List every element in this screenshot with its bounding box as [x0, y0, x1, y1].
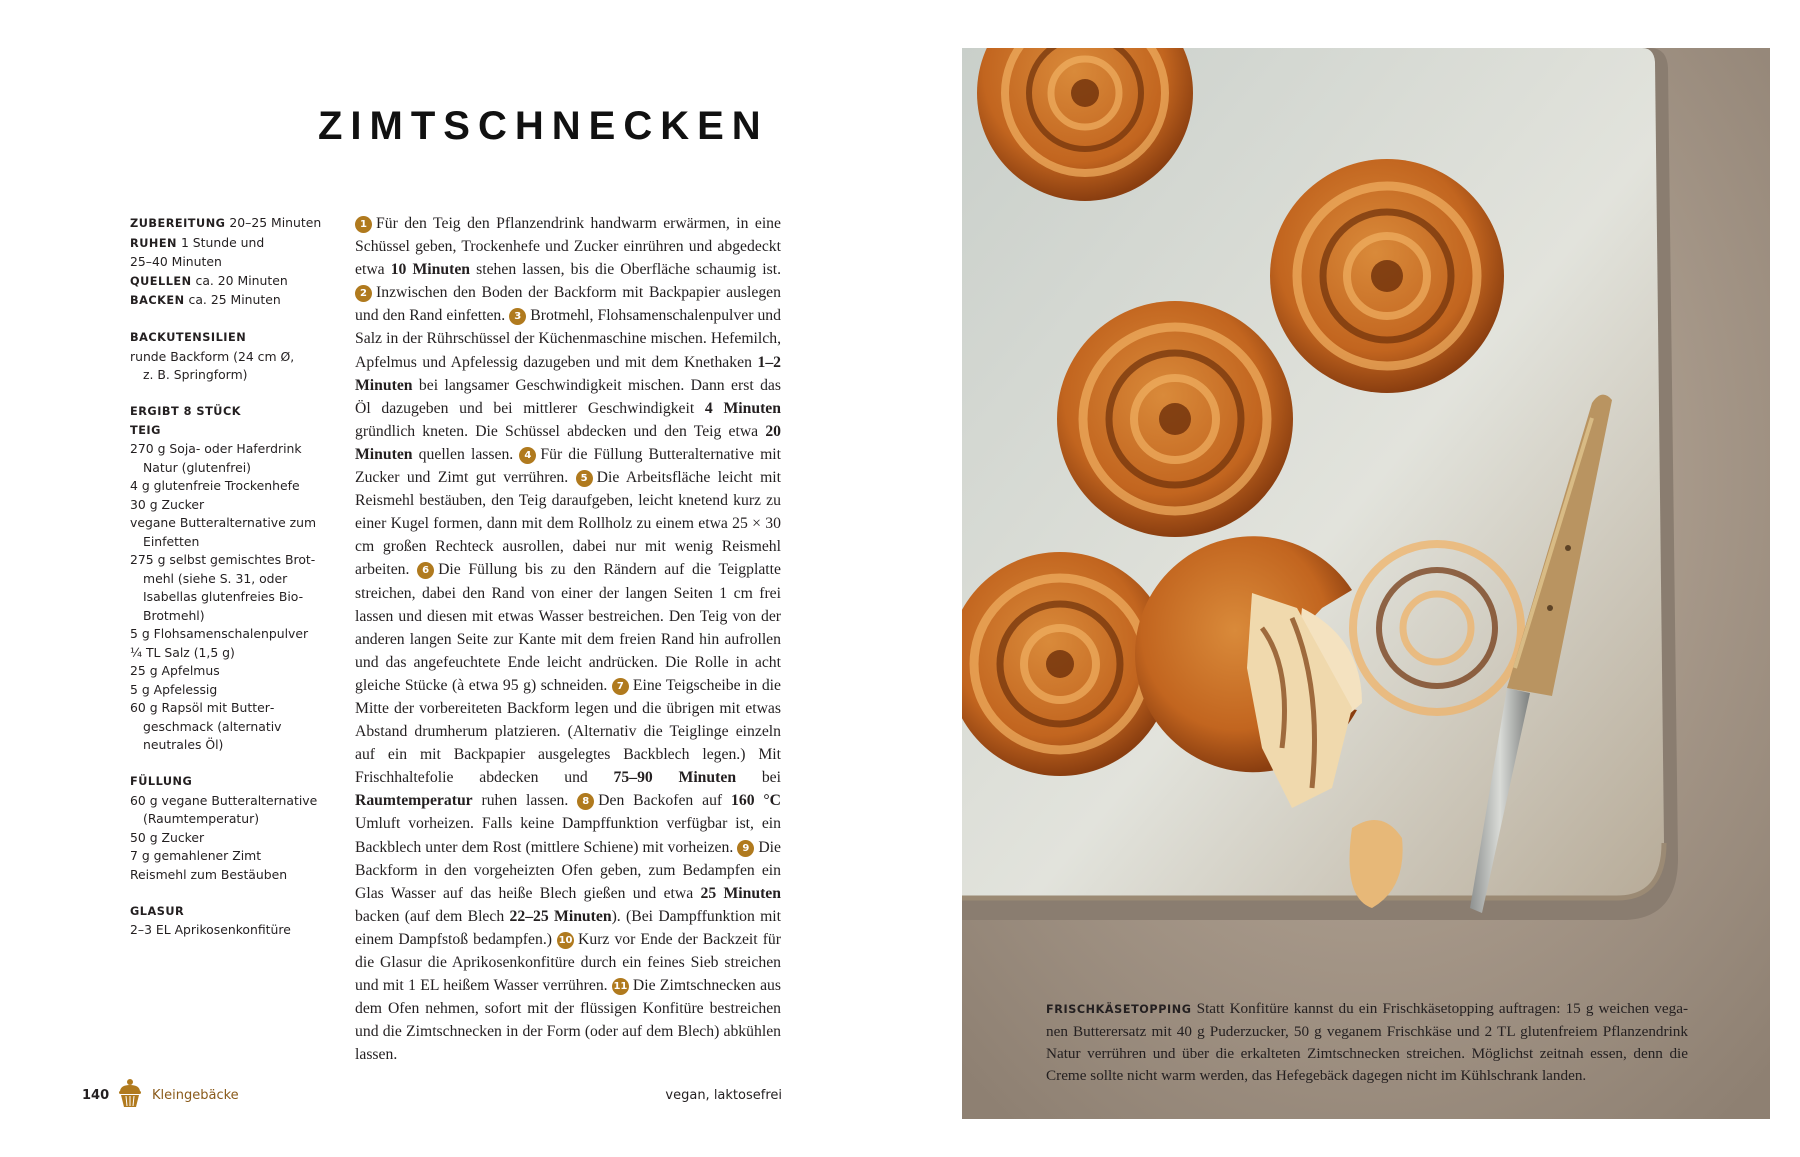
- glaze-block: [130, 903, 330, 940]
- ingredient-item: 50 g Zucker: [130, 829, 205, 845]
- ingredient-item: 7 g gemahlener Zimt: [130, 848, 262, 863]
- utensils-line: runde Backform (24 cm Ø,: [130, 348, 295, 364]
- ingredient-item: ¼ TL Salz (1,5 g): [130, 644, 235, 660]
- ingredient-item: 5 g Flohsamenschalenpulver: [130, 626, 309, 641]
- diet-tags: vegan, laktosefrei: [665, 1088, 782, 1103]
- instructions-text: 1 Für den Teig den Pflanzendrink handwarm erwärmen, in eine Schüssel geben, Trockenhefe und Zucker einrühren und abgedeckt etwa 10 Minuten stehen lassen, bis die Oberfläche schaumig ist. 2 Inzwischen den Boden der Backform mit Backpapier auslegen und den Rand einfetten. 3 Brotmehl, Flohsamenschalenpulver und Salz in der Rührschüssel der Küchenmaschine mischen. Hefemilch, Apfelmus und Apfelessig dazugeben und mit dem Knethaken 1–2 Minuten bei langsamer Geschwindigkeit mischen. Dann erst das Öl dazugeben und bei mittlerer Geschwindigkeit 4 Minuten gründlich kneten. Die Schüssel abdecken und den Teig etwa 20 Minuten quellen lassen. 4 Für die Füllung Butteralternative mit Zucker und Zimt gut verrühren. 5 Die Arbeitsfläche leicht mit Reismehl bestäuben, den Teig daraufgeben, leicht knetend kurz zu einer Kugel formen, dann mit dem Rollholz zu einem etwa 25 × 30 cm großen Rechteck ausrollen, dabei nur mit wenig Reismehl arbeiten. 6 Die Füllung bis zu den Rändern auf die Teigplatte streichen, dabei den Rand von einer der langen Seiten 1 cm frei lassen und diesen mit etwas Wasser bestreichen. Den Teig von der anderen langen Seite zur Kante mit dem freien Rand hin aufrollen und das angefeuchtete Ende leicht andrücken. Die Rolle in acht gleiche Stücke (à etwa 95 g) schneiden. 7 Eine Teigscheibe in die Mitte der vorbereiteten Backform legen und die übrigen mit etwas Abstand drumherum platzieren. (Alternativ die Teiglinge einzeln auf ein mit Backpapier ausgelegtes Backblech legen.) Mit Frischhaltefolie abdecken und 75–90 Minuten bei Raumtemperatur ruhen lassen. 8 Den Backofen auf 160 °C Umluft vorheizen. Falls keine Dampffunktion verfügbar ist, ein Backblech unter dem Rost (mittlere Schiene) mit vorheizen. 9 Die Backform in den vorgeheizten Ofen geben, zum Bedampfen ein Glas Wasser auf das heiße Blech gießen und etwa 25 Minuten backen (auf dem Blech 22–25 Minuten). (Bei Dampffunktion mit einem Dampfstoß bedampfen.) 10 Kurz vor Ende der Backzeit für die Glasur die Aprikosenkonfitüre durch ein feines Sieb streichen und mit 1 EL heißem Wasser verrühren. 11 Die Zimtschnecken aus dem Ofen nehmen, sofort mit der flüssigen Konfitüre bestreichen und die Zimtschnecken in der Form (oder auf dem Blech) abkühlen lassen.: [355, 215, 782, 1064]
- ingredient-item: 275 g selbst gemischtes Brotmehl (siehe S. 31, oder Isabellas glutenfreies Bio-Brotmehl): [130, 552, 316, 623]
- step-number-badge: 5: [576, 470, 593, 487]
- step-number-badge: 3: [509, 308, 526, 325]
- ingredient-item: 5 g Apfelessig: [130, 681, 218, 697]
- page-number: 140: [82, 1088, 110, 1103]
- bake-time: BACKEN ca. 25 Minuten: [130, 292, 281, 307]
- swell-time: QUELLEN ca. 20 Minuten: [130, 272, 288, 288]
- ingredients-block: [130, 403, 330, 755]
- step-number-badge: 4: [519, 447, 536, 464]
- cupcake-icon: [116, 1078, 144, 1108]
- bun-right-top: [1270, 159, 1504, 393]
- step-number-badge: 10: [557, 932, 574, 949]
- step-number-badge: 11: [612, 978, 629, 995]
- yield-heading: ERGIBT 8 STÜCK: [130, 405, 241, 418]
- cream-cheese-tip: [1046, 998, 1688, 1087]
- ingredient-item: vegane Butteralternative zum Einfetten: [130, 515, 317, 549]
- tip-text: Statt Konfitüre kannst du ein Frischkäsetopping auftragen: 15 g weichen veganen Butterersatz mit 40 g Puderzucker, 50 g veganem Frischkäse und 2 TL glutenfreiem Pflanzendrink Natur verrühren und über die erkalteten Zimtschnecken streichen. Möglichst zeitnah essen, denn die Creme sollte nicht warm werden, das Hefegebäck dagegen nicht im Kühlschrank landen.: [1046, 1000, 1688, 1084]
- ingredient-item: 30 g Zucker: [130, 496, 205, 512]
- ingredient-item: 2–3 EL Aprikosenkonfitüre: [130, 922, 291, 937]
- rest-time-cont: 25–40 Minuten: [130, 254, 222, 269]
- photo-illustration: [962, 48, 1770, 1119]
- instructions: [355, 212, 781, 1066]
- rest-time: RUHEN 1 Stunde und: [130, 234, 265, 250]
- cinnamon-rolls-photo: [962, 48, 1770, 1119]
- timing-block: [130, 214, 330, 311]
- utensils-block: [130, 329, 330, 385]
- prep-time: ZUBEREITUNG 20–25 Minuten: [130, 215, 322, 230]
- step-number-badge: 1: [355, 216, 372, 233]
- ingredient-item: 4 g glutenfreie Trockenhefe: [130, 478, 300, 493]
- recipe-sidebar: [130, 214, 330, 958]
- step-number-badge: 6: [417, 562, 434, 579]
- ingredient-item: 25 g Apfelmus: [130, 663, 220, 678]
- step-number-badge: 9: [737, 840, 754, 857]
- ingredient-item: 270 g Soja- oder Haferdrink Natur (glutenfrei): [130, 441, 302, 475]
- filling-block: [130, 773, 330, 884]
- ingredient-item: 60 g Rapsöl mit Buttergeschmack (alternativ neutrales Öl): [130, 700, 282, 752]
- step-number-badge: 2: [355, 285, 372, 302]
- ingredient-item: 60 g vegane Butteralternative (Raumtemperatur): [130, 792, 318, 826]
- recipe-title: ZIMTSCHNECKEN: [318, 104, 769, 148]
- utensils-line: z. B. Springform): [143, 367, 248, 382]
- glaze-heading: GLASUR: [130, 904, 185, 918]
- section-name: Kleingebäcke: [152, 1088, 239, 1103]
- step-number-badge: 7: [612, 678, 629, 695]
- bun-middle: [1057, 301, 1293, 537]
- teig-heading: TEIG: [130, 423, 161, 437]
- tip-label: FRISCHKÄSETOPPING: [1046, 1003, 1192, 1016]
- filling-heading: FÜLLUNG: [130, 775, 193, 788]
- utensils-heading: BACKUTENSILIEN: [130, 331, 247, 344]
- step-number-badge: 8: [577, 793, 594, 810]
- ingredient-item: Reismehl zum Bestäuben: [130, 866, 288, 882]
